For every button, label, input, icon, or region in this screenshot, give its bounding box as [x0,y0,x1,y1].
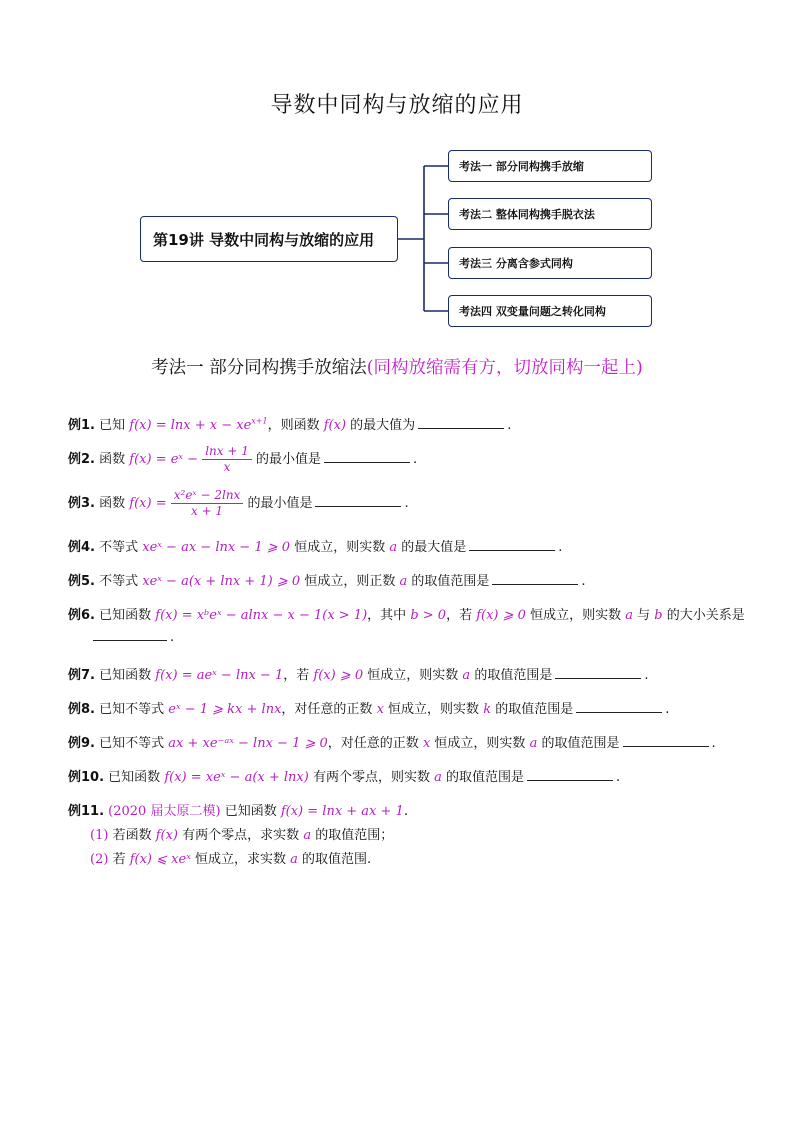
part-number: (1) [90,828,109,843]
problem-text: ，对任意的正数 [327,736,419,751]
answer-blank[interactable] [555,678,641,679]
problem-text: 的取值范围； [315,828,394,843]
answer-blank[interactable] [469,550,555,551]
problem-text: 的取值范围是 [474,668,553,683]
answer-blank[interactable] [418,428,504,429]
problem-7: 例7. 已知函数 f(x) = aeˣ − lnx − 1，若 f(x) ⩾ 0 恒成立，则实数 a 的取值范围是 . [68,668,649,683]
problem-label: 例1. [68,418,95,433]
problem-text: 不等式 [99,540,139,555]
answer-blank[interactable] [623,746,709,747]
fraction: $\frac{\text{x²eˣ − 2lnx}}{x + 1}$ [171,488,244,519]
problem-text: 与 [637,608,651,623]
problem-text: 恒成立，则实数 [367,668,459,683]
answer-blank[interactable] [527,780,613,781]
formula: ax + xe⁻ᵃˣ − lnx − 1 ⩾ 0 [168,736,328,751]
problem-label: 例2. [68,452,95,467]
formula: f(x) ⩾ 0 [476,608,526,623]
problem-text: 的取值范围是 [446,770,525,785]
problem-text: 函数 [99,452,126,467]
formula: eˣ − 1 ⩾ kx + lnx [168,702,282,717]
variable: a [389,540,398,555]
problem-3: 例3. 函数 f(x) = $\frac{\text{x²eˣ − 2lnx}}{x + 1}$ 的最小值是 . [68,488,409,518]
problem-5: 例5. 不等式 xeˣ − a(x + lnx + 1) ⩾ 0 恒成立，则正数 a 的取值范围是 . [68,574,586,589]
problem-text: 恒成立，则实数 [294,540,386,555]
problem-8: 例8. 已知不等式 eˣ − 1 ⩾ kx + lnx，对任意的正数 x 恒成立，则实数 k 的取值范围是 . [68,702,670,717]
problem-text: 的取值范围是 [411,574,490,589]
problem-text: 的取值范围是 [541,736,620,751]
variable: a [434,770,442,785]
section-heading [0,354,794,379]
formula: f(x) [155,828,179,843]
problem-text: ，若 [446,608,473,623]
problem-text: 的最大值是 [401,540,467,555]
problem-label: 例8. [68,702,95,717]
problem-text: 已知函数 [224,804,277,819]
problem-4: 例4. 不等式 xeˣ − ax − lnx − 1 ⩾ 0 恒成立，则实数 a 的最大值是 . [68,540,563,555]
problem-text: ，若 [283,668,310,683]
problem-text: 已知 [99,418,126,433]
formula: f(x) = xᵇeˣ − alnx − x − 1(x > 1) [155,608,368,623]
problem-text: 若 [112,852,126,867]
problem-11-part-1 [90,824,393,843]
problem-11-part-2 [90,848,371,867]
mindmap-connectors [0,0,794,340]
problem-text: 函数 [99,496,126,511]
problem-text: 的大小关系是 [666,608,745,623]
page-title: 导数中同构与放缩的应用 [270,93,524,118]
problem-text: ，对任意的正数 [281,702,373,717]
part-number: (2) [90,852,109,867]
formula: f(x) [323,418,347,433]
problem-label: 例10. [68,770,105,785]
problem-label: 例3. [68,496,95,511]
problem-text: 恒成立，则实数 [434,736,526,751]
answer-blank[interactable] [93,640,167,641]
mindmap-branch-4: 考法四 双变量问题之转化同构 [448,295,652,327]
formula: f(x) ⩾ 0 [313,668,364,683]
problem-label: 例11. [68,804,105,819]
problem-source: (2020 届太原二模) [108,804,221,819]
formula: f(x) ⩽ xeˣ [129,852,191,867]
problem-2: 例2. 函数 f(x) = eˣ − $\frac{\ln x + 1}{x}$ 的最小值是 . [68,444,418,474]
problem-label: 例6. [68,608,95,623]
formula: f(x) = [129,496,167,511]
problem-text: 的最小值是 [247,496,313,511]
problem-text: 的最小值是 [256,452,322,467]
formula: f(x) = aeˣ − lnx − 1 [155,668,284,683]
formula: f(x) = lnx + ax + 1 [280,804,404,819]
problem-text: 已知函数 [108,770,161,785]
answer-blank[interactable] [576,712,662,713]
variable: x [422,736,431,751]
formula: b > 0 [410,608,447,623]
problem-text: 若函数 [112,828,152,843]
section-subtitle: (同构放缩需有方，切放同构一起上) [366,358,643,378]
mindmap-branch-2: 考法二 整体同构携手脱衣法 [448,198,652,230]
problem-label: 例5. [68,574,95,589]
problem-text: 已知不等式 [99,702,165,717]
problem-text: 恒成立，则正数 [304,574,396,589]
problem-10: 例10. 已知函数 f(x) = xeˣ − a(x + lnx) 有两个零点，则实数 a 的取值范围是 . [68,770,621,785]
problem-9: 例9. 已知不等式 ax + xe⁻ᵃˣ − lnx − 1 ⩾ 0，对任意的正数 x 恒成立，则实数 a 的取值范围是 . [68,736,716,751]
problem-text: 恒成立，则实数 [388,702,480,717]
variable: a [399,574,408,589]
mindmap-main-node: 第19讲 导数中同构与放缩的应用 [140,216,398,262]
variable: a [529,736,538,751]
formula: $f(x) = \ln x + x - xe^{x+1}$ [129,416,268,433]
variable: k [483,702,492,717]
variable: a [462,668,471,683]
mindmap-branch-1: 考法一 部分同构携手放缩 [448,150,652,182]
problem-text: ，其中 [367,608,407,623]
problem-1: 例1. 已知 $f(x) = \ln x + x - xe^{x+1}$，则函数 f(x) 的最大值为 . [68,416,512,433]
problem-text: 恒成立，求实数 [194,852,286,867]
formula: f(x) = eˣ − [129,452,199,467]
variable: x [376,702,384,717]
formula: xeˣ − ax − lnx − 1 ⩾ 0 [142,540,291,555]
problem-text: 的取值范围是 [495,702,574,717]
variable: a [290,852,298,867]
formula: xeˣ − a(x + lnx + 1) ⩾ 0 [142,574,301,589]
variable: a [303,828,312,843]
fraction: $\frac{\ln x + 1}{x}$ [202,444,252,475]
problem-text: 的最大值为 [350,418,416,433]
problem-text: 有两个零点，求实数 [182,828,300,843]
problem-text: 已知函数 [99,668,152,683]
problem-text: 的取值范围. [302,852,372,867]
problem-text: 不等式 [99,574,139,589]
problem-label: 例4. [68,540,95,555]
answer-blank[interactable] [315,506,401,507]
problem-text: 已知函数 [99,608,152,623]
variable: b [654,608,663,623]
answer-blank[interactable] [324,462,410,463]
problem-text: ，则函数 [267,418,320,433]
problem-text: 已知不等式 [99,736,165,751]
formula: f(x) = xeˣ − a(x + lnx) [164,770,309,785]
problem-label: 例9. [68,736,95,751]
problem-6-blank-line: . [90,630,174,645]
section-title: 考法一 部分同构携手放缩法 [151,358,367,378]
problem-text: 有两个零点，则实数 [312,770,430,785]
problem-label: 例7. [68,668,95,683]
variable: a [625,608,633,623]
mindmap-branch-3: 考法三 分离含参式同构 [448,247,652,279]
problem-text: 恒成立，则实数 [530,608,622,623]
problem-6 [68,604,745,623]
problem-11: 例11. (2020 届太原二模) 已知函数 f(x) = lnx + ax + 1. [68,804,408,819]
answer-blank[interactable] [492,584,578,585]
